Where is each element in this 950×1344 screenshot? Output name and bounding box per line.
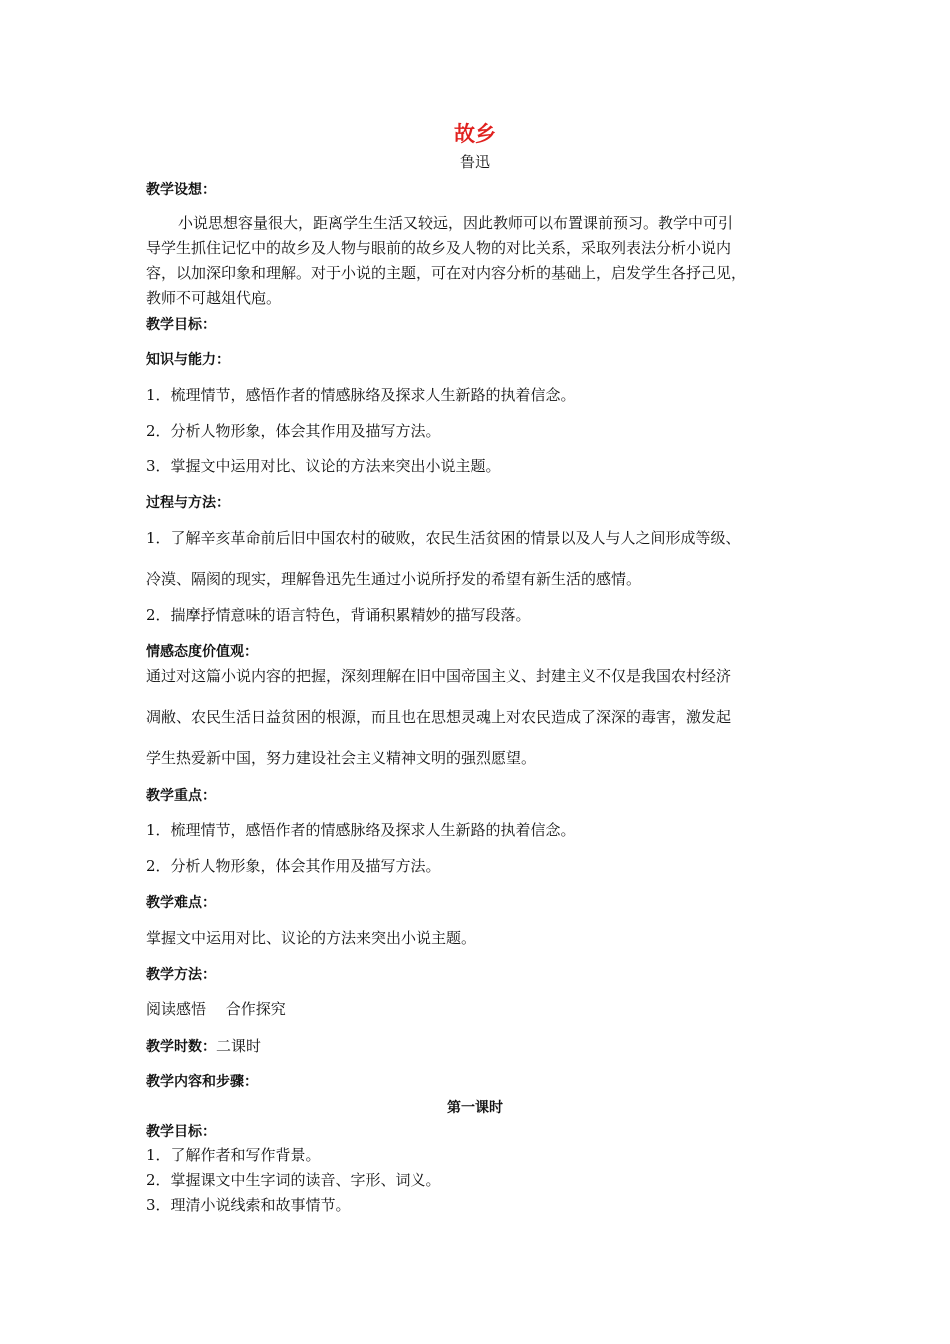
hours-row <box>146 1036 261 1057</box>
lesson1-heading: 第一课时 <box>447 1100 503 1116</box>
design-line-1: 小说思想容量很大，距离学生生活又较远，因此教师可以布置课前预习。教学中可引 <box>178 214 734 232</box>
emotion-heading: 情感态度价值观： <box>146 644 258 660</box>
goals-heading: 教学目标： <box>146 317 216 333</box>
knowledge-item-1: 1．梳理情节，感悟作者的情感脉络及探求人生新路的执着信念。 <box>146 386 576 404</box>
process-item-2: 2．揣摩抒情意味的语言特色，背诵积累精妙的描写段落。 <box>146 606 531 624</box>
key-item-1: 1．梳理情节，感悟作者的情感脉络及探求人生新路的执着信念。 <box>146 821 576 839</box>
lesson1-goal-3: 3．理清小说线索和故事情节。 <box>146 1196 351 1214</box>
document-title: 故乡 <box>454 122 496 146</box>
design-line-3: 容，以加深印象和理解。对于小说的主题，可在对内容分析的基础上，启发学生各抒己见， <box>146 264 747 282</box>
design-line-4: 教师不可越俎代庖。 <box>146 289 282 307</box>
steps-heading: 教学内容和步骤： <box>146 1074 258 1090</box>
emotion-line-2: 凋敝、农民生活日益贫困的根源，而且也在思想灵魂上对农民造成了深深的毒害，激发起 <box>146 708 732 726</box>
emotion-line-1: 通过对这篇小说内容的把握，深刻理解在旧中国帝国主义、封建主义不仅是我国农村经济 <box>146 667 732 685</box>
difficulty-text: 掌握文中运用对比、议论的方法来突出小说主题。 <box>146 929 477 947</box>
process-item-1-line-1: 1．了解辛亥革命前后旧中国农村的破败，农民生活贫困的情景以及人与人之间形成等级、 <box>146 529 741 547</box>
knowledge-item-2: 2．分析人物形象，体会其作用及描写方法。 <box>146 422 441 440</box>
design-heading: 教学设想： <box>146 182 216 198</box>
process-heading: 过程与方法： <box>146 495 230 511</box>
method-heading: 教学方法： <box>146 967 216 983</box>
emotion-line-3: 学生热爱新中国，努力建设社会主义精神文明的强烈愿望。 <box>146 749 537 767</box>
knowledge-item-3: 3．掌握文中运用对比、议论的方法来突出小说主题。 <box>146 457 501 475</box>
process-item-1-line-2: 冷漠、隔阂的现实，理解鲁迅先生通过小说所抒发的希望有新生活的感情。 <box>146 570 642 588</box>
design-line-2: 导学生抓住记忆中的故乡及人物与眼前的故乡及人物的对比关系，采取列表法分析小说内 <box>146 239 732 257</box>
difficulty-heading: 教学难点： <box>146 895 216 911</box>
hours-text: 二课时 <box>216 1037 262 1055</box>
key-item-2: 2．分析人物形象，体会其作用及描写方法。 <box>146 857 441 875</box>
lesson1-goal-2: 2．掌握课文中生字词的读音、字形、词义。 <box>146 1171 441 1189</box>
lesson1-goals-heading: 教学目标： <box>146 1124 216 1140</box>
hours-heading: 教学时数： <box>146 1039 216 1055</box>
author-name: 鲁迅 <box>459 153 490 171</box>
knowledge-heading: 知识与能力： <box>146 352 230 368</box>
key-heading: 教学重点： <box>146 788 216 804</box>
lesson1-goal-1: 1．了解作者和写作背景。 <box>146 1146 321 1164</box>
method-text: 阅读感悟 合作探究 <box>146 1000 286 1018</box>
